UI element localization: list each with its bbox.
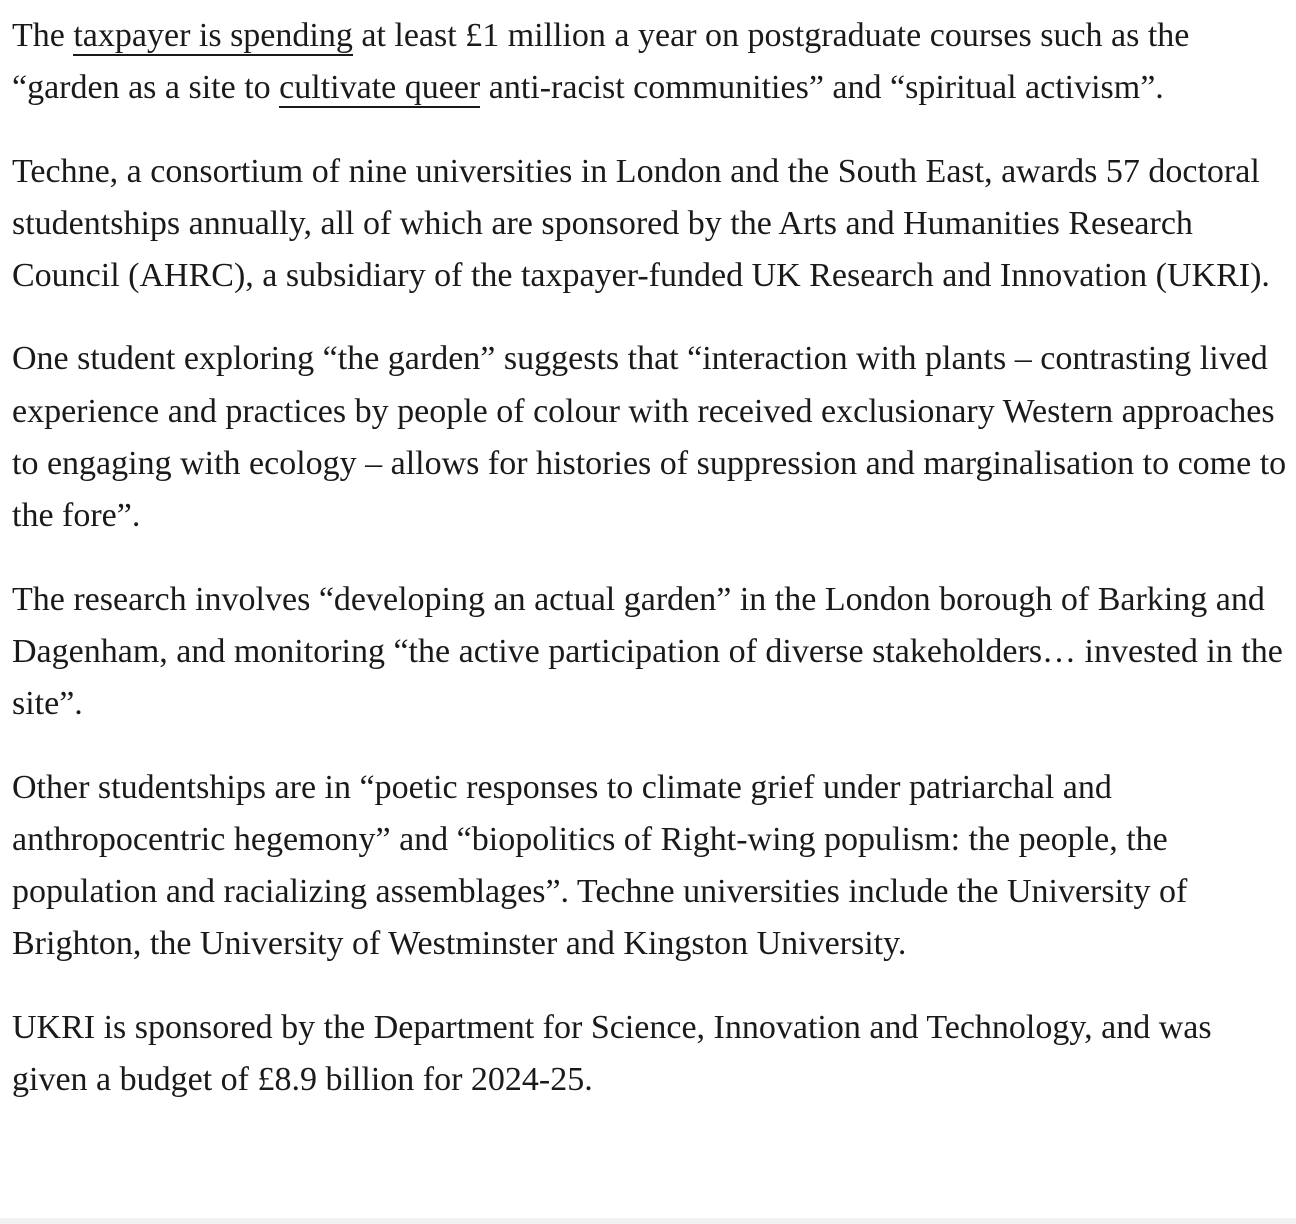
taxpayer-spending-link[interactable]: taxpayer is spending — [73, 17, 353, 54]
article-body — [12, 10, 1292, 1137]
paragraph-5: Other studentships are in “poetic responses to climate grief under patriarchal and anthropocentric hegemony” and “biopolitics of Right-wing populism: the people, the population and racializing assemblages”. Techne universities include the University of Brighton, the University of Westminster and Kingston University. — [12, 768, 1188, 963]
paragraph-1 — [12, 10, 1292, 115]
paragraph-1-text-a: The — [12, 17, 74, 54]
paragraph-2: Techne, a consortium of nine universities in London and the South East, awards 57 doctoral studentships annually, all of which are sponsored by the Arts and Humanities Research Council (AHRC), a subsidiary of the taxpayer-funded UK Research and Innovation (UKRI). — [12, 152, 1270, 295]
bottom-divider — [0, 1218, 1296, 1224]
paragraph-6: UKRI is sponsored by the Department for Science, Innovation and Technology, and was given a budget of £8.9 billion for 2024-25. — [12, 1008, 1212, 1099]
paragraph-4: The research involves “developing an actual garden” in the London borough of Barking and Dagenham, and monitoring “the active participation of diverse stakeholders… invested in the site”. — [12, 580, 1283, 723]
cultivate-queer-link[interactable]: cultivate queer — [279, 69, 481, 107]
paragraph-3: One student exploring “the garden” suggests that “interaction with plants – contrasting lived experience and practices by people of colour with received exclusionary Western approaches to engaging with ecology – allows for histories of suppression and marginalisation to come to the fore”. — [12, 340, 1287, 535]
paragraph-1-text-b: at least £1 million a year on postgraduate courses such as the “garden as a site to — [12, 17, 1190, 107]
paragraph-1-text-c: anti-racist communities” and “spiritual activism”. — [480, 69, 1164, 107]
